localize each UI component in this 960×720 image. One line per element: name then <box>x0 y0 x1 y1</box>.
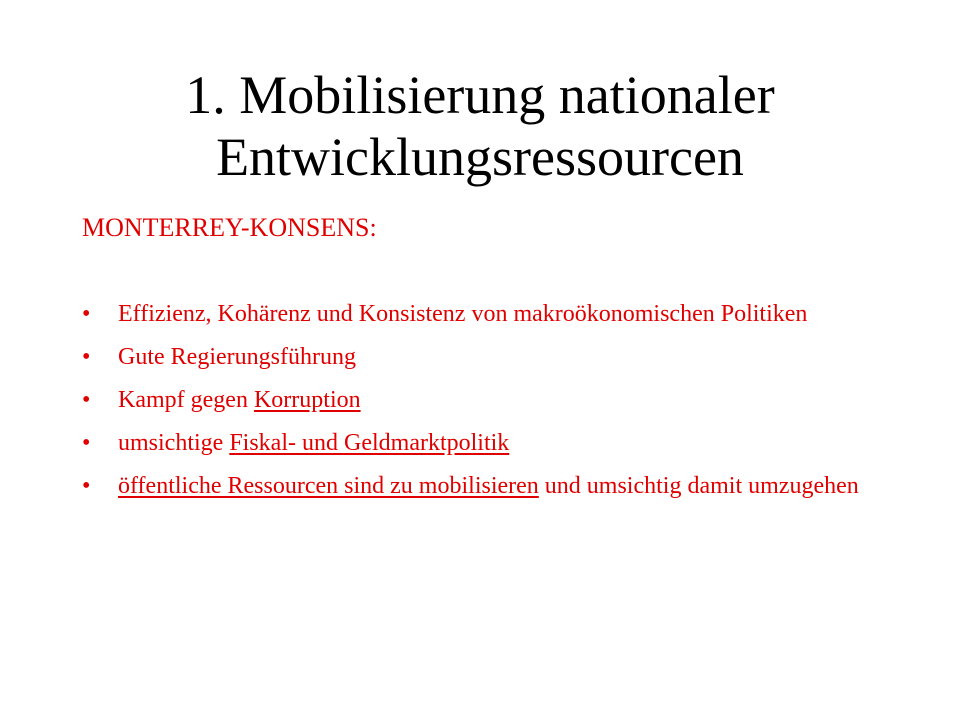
bullet-text-prefix: umsichtige <box>118 430 230 456</box>
subtitle: MONTERREY-KONSENS: <box>82 213 377 242</box>
bullet-icon: • <box>82 344 91 370</box>
bullet-item <box>82 343 882 371</box>
oeffentliche-ressourcen-link[interactable]: öffentliche Ressourcen sind zu mobilisieren <box>118 473 539 499</box>
fiskal-geldmarktpolitik-link[interactable]: Fiskal- und Geldmarktpolitik <box>229 430 510 456</box>
bullet-text: Gute Regierungsführung <box>118 344 356 370</box>
bullet-list <box>82 300 882 515</box>
bullet-item <box>82 429 882 457</box>
bullet-text-suffix: und umsichtig damit umzugehen <box>538 473 859 499</box>
bullet-item <box>82 386 882 414</box>
title-line-1: 1. Mobilisierung nationaler <box>185 65 775 125</box>
bullet-icon: • <box>82 473 91 499</box>
bullet-text-prefix: Kampf gegen <box>118 387 254 413</box>
title-line-2: Entwicklungsressourcen <box>216 127 744 187</box>
bullet-icon: • <box>82 387 91 413</box>
bullet-item <box>82 300 882 328</box>
bullet-text: Effizienz, Kohärenz und Konsistenz von makroökonomischen Politiken <box>118 301 808 327</box>
bullet-icon: • <box>82 301 91 327</box>
bullet-item <box>82 472 882 500</box>
bullet-icon: • <box>82 430 91 456</box>
korruption-link[interactable]: Korruption <box>253 387 361 413</box>
slide-title <box>60 64 900 188</box>
